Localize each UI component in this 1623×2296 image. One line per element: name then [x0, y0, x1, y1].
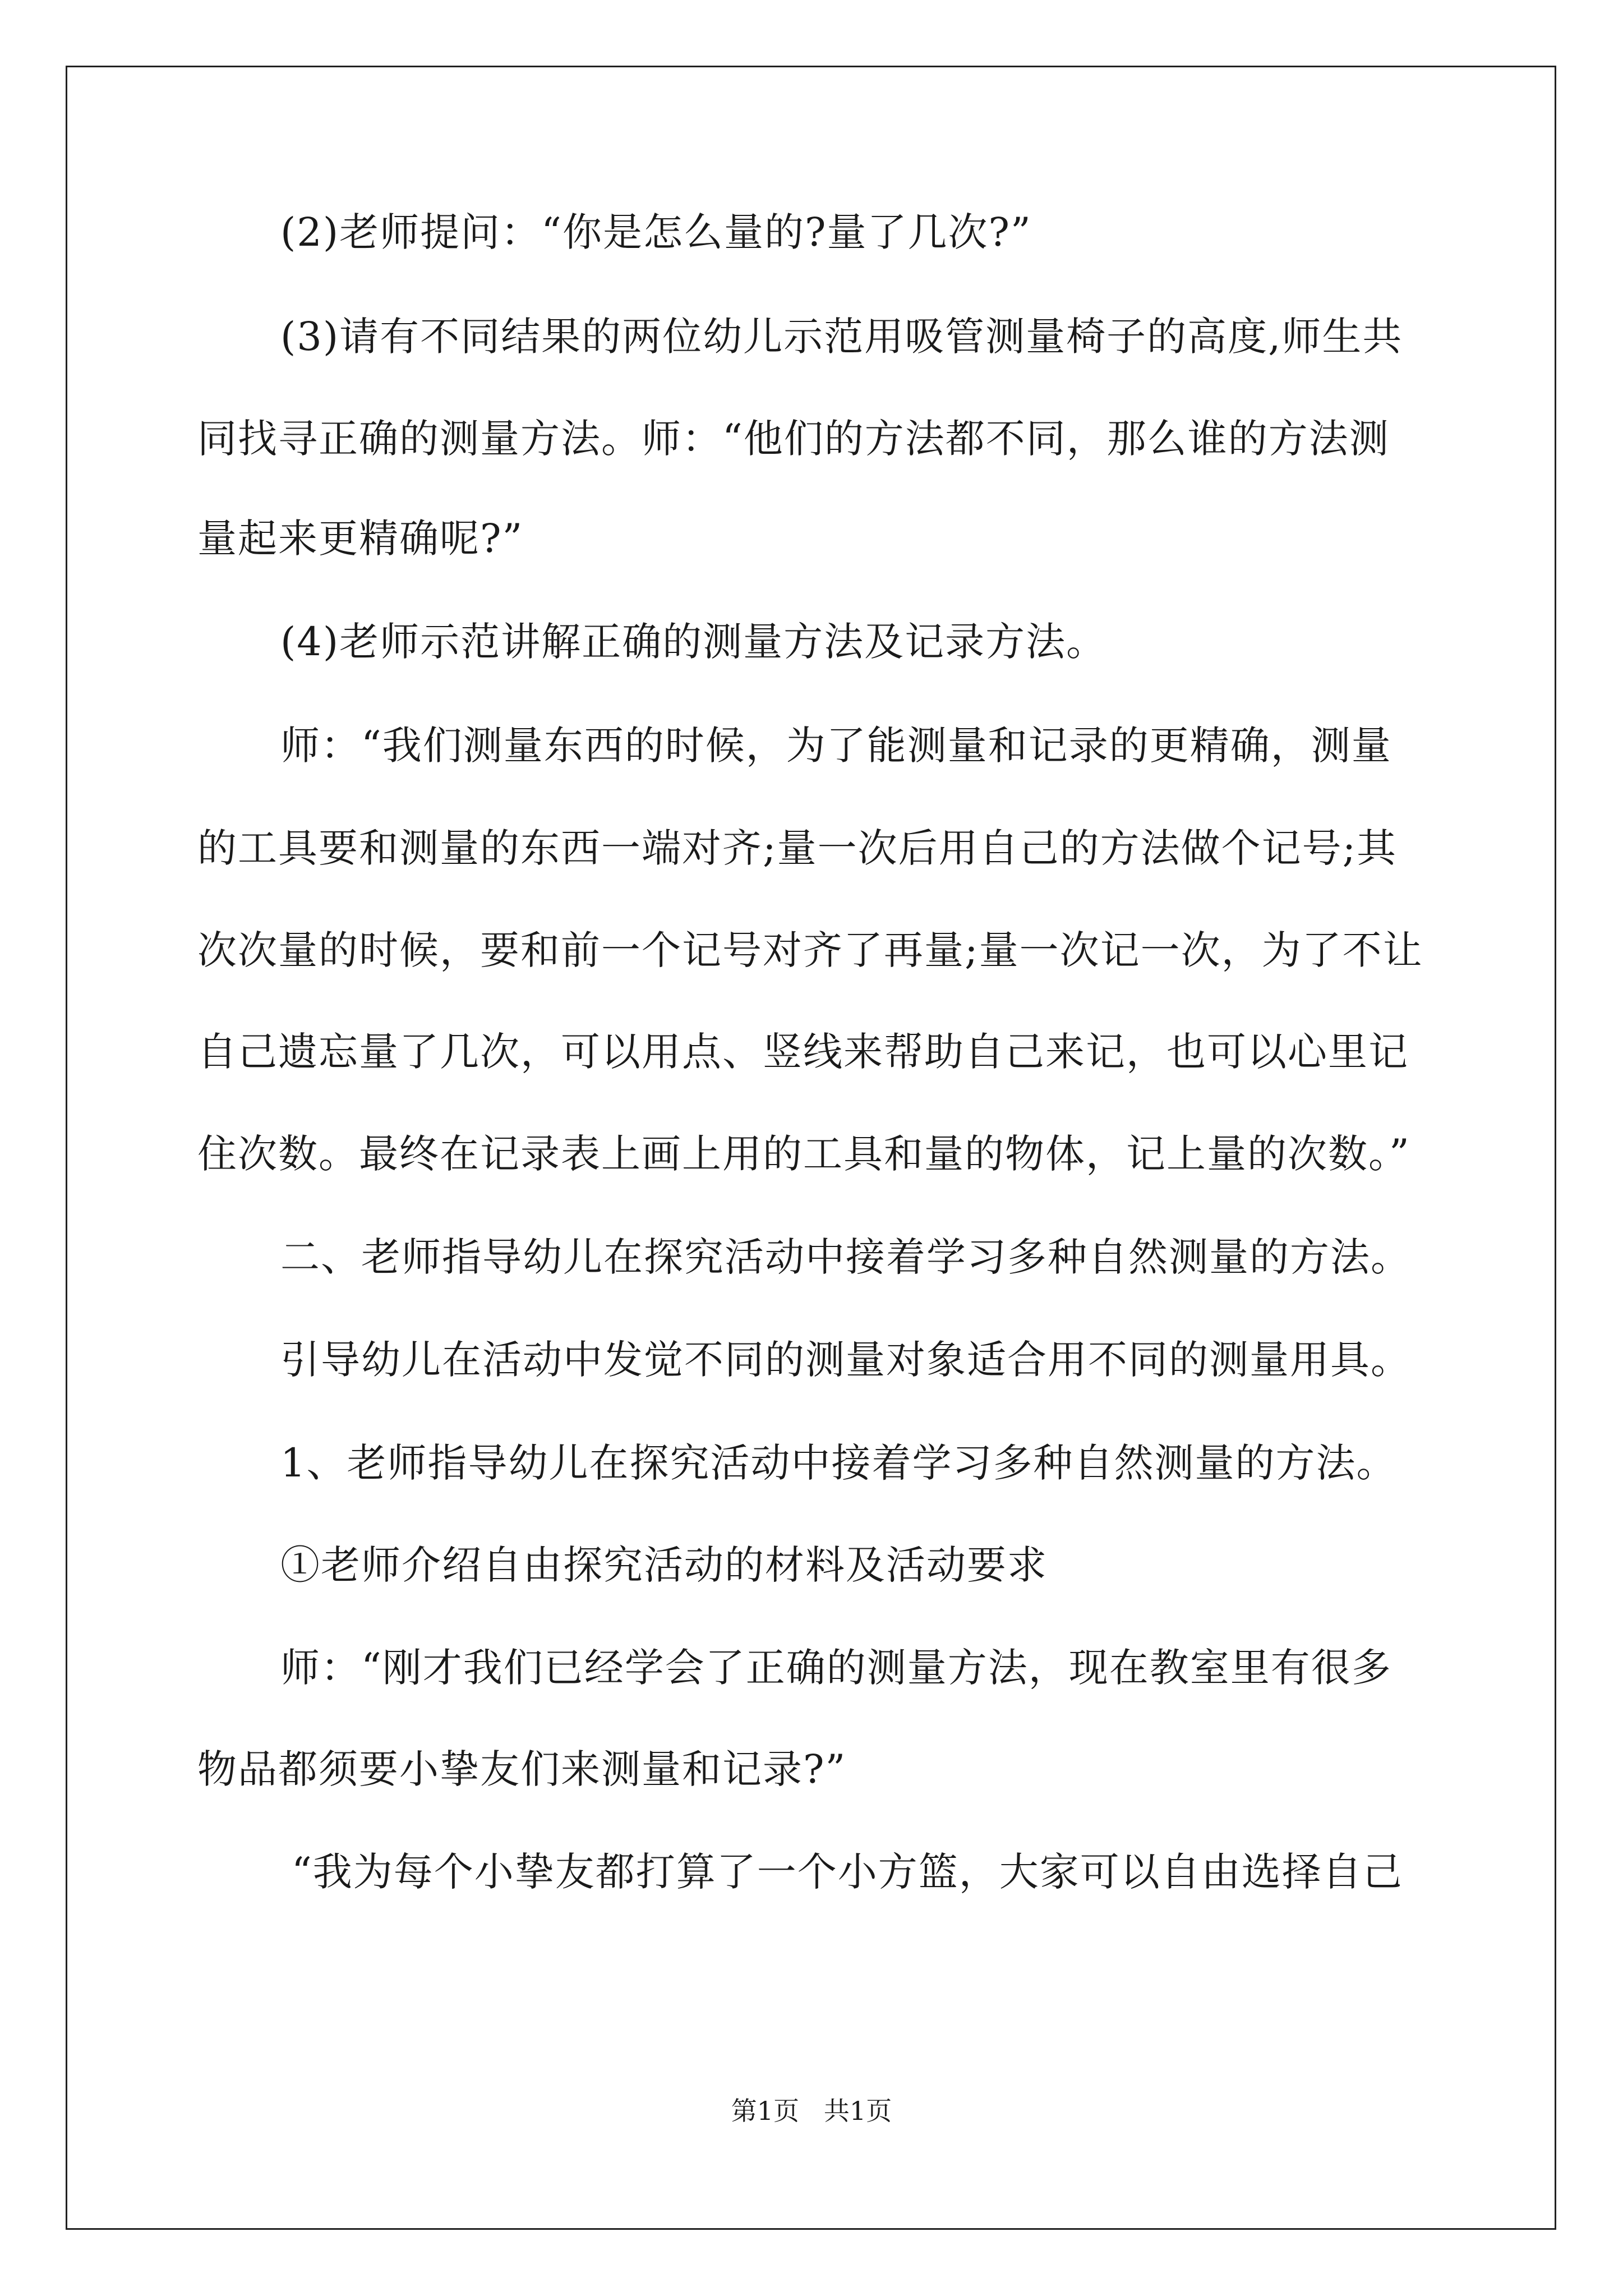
- page-footer: 第1页 共1页: [731, 2096, 892, 2126]
- paragraph-line-10: 住次数。最终在记录表上画上用的工具和量的物体，记上量的次数。”: [197, 1131, 1410, 1177]
- paragraph-line-3: 同找寻正确的测量方法。师：“他们的方法都不同，那么谁的方法测: [197, 416, 1390, 462]
- paragraph-line-5: (4)老师示范讲解正确的测量方法及记录方法。: [280, 619, 1107, 665]
- paragraph-line-15: 师：“刚才我们已经学会了正确的测量方法，现在教室里有很多: [280, 1645, 1392, 1691]
- paragraph-line-2: (3)请有不同结果的两位幼儿示范用吸管测量椅子的高度,师生共: [280, 314, 1403, 360]
- paragraph-line-13: 1、老师指导幼儿在探究活动中接着学习多种自然测量的方法。: [280, 1440, 1397, 1486]
- paragraph-line-1: (2)老师提问：“你是怎么量的?量了几次?”: [280, 209, 1032, 255]
- paragraph-line-11: 二、老师指导幼儿在探究活动中接着学习多种自然测量的方法。: [280, 1234, 1411, 1280]
- paragraph-line-17: “我为每个小挚友都打算了一个小方篮，大家可以自由选择自己: [292, 1849, 1403, 1895]
- paragraph-line-4: 量起来更精确呢?”: [197, 516, 524, 562]
- paragraph-line-6: 师：“我们测量东西的时候，为了能测量和记录的更精确，测量: [280, 723, 1392, 769]
- paragraph-line-12: 引导幼儿在活动中发觉不同的测量对象适合用不同的测量用具。: [280, 1337, 1411, 1383]
- paragraph-line-9: 自己遗忘量了几次，可以用点、竖线来帮助自己来记，也可以心里记: [197, 1029, 1409, 1075]
- paragraph-line-14: ①老师介绍自由探究活动的材料及活动要求: [280, 1542, 1048, 1588]
- paragraph-line-7: 的工具要和测量的东西一端对齐;量一次后用自己的方法做个记号;其: [197, 825, 1398, 871]
- paragraph-line-8: 次次量的时候，要和前一个记号对齐了再量;量一次记一次，为了不让: [197, 927, 1423, 973]
- paragraph-line-16: 物品都须要小挚友们来测量和记录?”: [197, 1746, 847, 1792]
